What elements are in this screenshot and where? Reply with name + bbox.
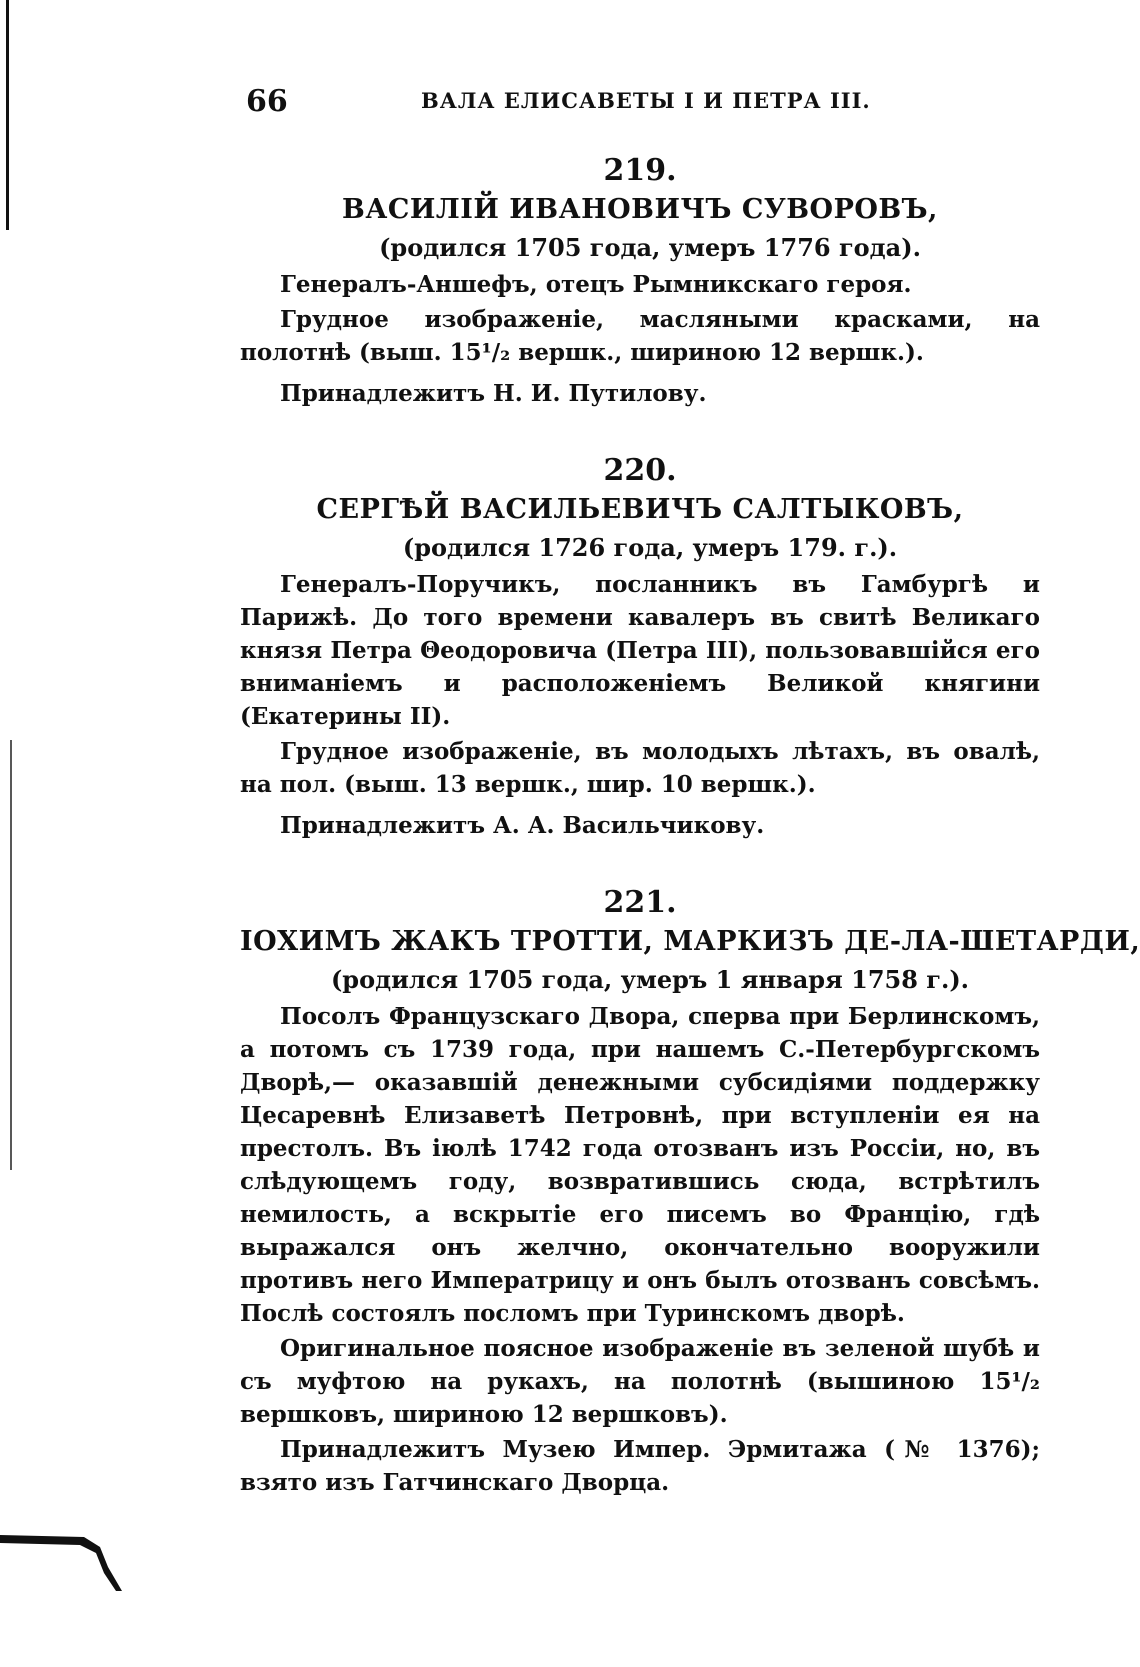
entry-219 <box>240 152 1040 410</box>
entry-ownership: Принадлежитъ Н. И. Путилову. <box>280 380 707 407</box>
entry-number: 219. <box>603 153 677 188</box>
entry-paragraph: Грудное изображеніе, въ молодыхъ лѣтахъ, въ овалѣ, на пол. (выш. 13 вершк., шир. 10 вершк.). <box>240 738 1040 798</box>
entry-name: СЕРГѢЙ ВАСИЛЬЕВИЧЪ САЛТЫКОВЪ, <box>316 494 964 525</box>
scan-corner-mark <box>0 1533 125 1593</box>
page-number: 66 <box>246 84 288 119</box>
entry-221 <box>240 884 1140 1499</box>
entry-dates: (родился 1726 года, умеръ 179. г.). <box>402 533 898 562</box>
scan-edge-mark <box>10 740 12 1170</box>
entry-paragraph: Генералъ-Поручикъ, посланникъ въ Гамбургѣ и Парижѣ. До того времени кавалеръ въ свитѣ Великаго князя Петра Θеодоровича (Петра III), пользовавшійся его вниманіемъ и расположеніемъ Великой княгини (Екатерины II). <box>240 571 1040 730</box>
entry-paragraph: Грудное изображеніе, масляными красками, на полотнѣ (выш. 15¹/₂ вершк., шириною 12 вершк.). <box>240 306 1040 366</box>
entry-paragraph: Посолъ Французскаго Двора, сперва при Берлинскомъ, а потомъ съ 1739 года, при нашемъ С.-Петербургскомъ Дворѣ,— оказавшій денежными субсидіями поддержку Цесаревнѣ Елизаветѣ Петровнѣ, при вступленіи ея на престолъ. Въ іюлѣ 1742 года отозванъ изъ Россіи, но, въ слѣдующемъ году, возвратившись сюда, встрѣтилъ немилость, а вскрытіе его писемъ во Францію, гдѣ выражался онъ желчно, окончательно вооружили противъ него Императрицу и онъ былъ отозванъ совсѣмъ. Послѣ состоялъ посломъ при Туринскомъ дворѣ. <box>240 1003 1040 1327</box>
entry-number: 221. <box>603 885 677 920</box>
entry-paragraph: Оригинальное поясное изображеніе въ зеленой шубѣ и съ муфтою на рукахъ, на полотнѣ (вышиною 15¹/₂ вершковъ, шириною 12 вершковъ). <box>240 1335 1040 1428</box>
entry-name: ВАСИЛІЙ ИВАНОВИЧЪ СУВОРОВЪ, <box>342 194 938 225</box>
page-header <box>246 84 886 124</box>
entry-dates: (родился 1705 года, умеръ 1776 года). <box>379 233 921 262</box>
entry-dates: (родился 1705 года, умеръ 1 января 1758 г.). <box>330 965 970 994</box>
entry-220 <box>240 452 1040 842</box>
entry-paragraph: Генералъ-Аншефъ, отецъ Рымникскаго героя. <box>280 271 912 298</box>
entry-name: ІОХИМЪ ЖАКЪ ТРОТТИ, МАРКИЗЪ ДЕ-ЛА-ШЕТАРДИ, <box>240 926 1140 957</box>
entry-ownership: Принадлежитъ А. А. Васильчикову. <box>280 812 765 839</box>
entry-ownership: Принадлежитъ Музею Импер. Эрмитажа (№ 1376); взято изъ Гатчинскаго Дворца. <box>240 1436 1040 1496</box>
scan-edge-mark <box>6 0 9 230</box>
entry-number: 220. <box>603 453 677 488</box>
running-title: ВАЛА ЕЛИСАВЕТЫ І И ПЕТРА III. <box>421 88 871 113</box>
